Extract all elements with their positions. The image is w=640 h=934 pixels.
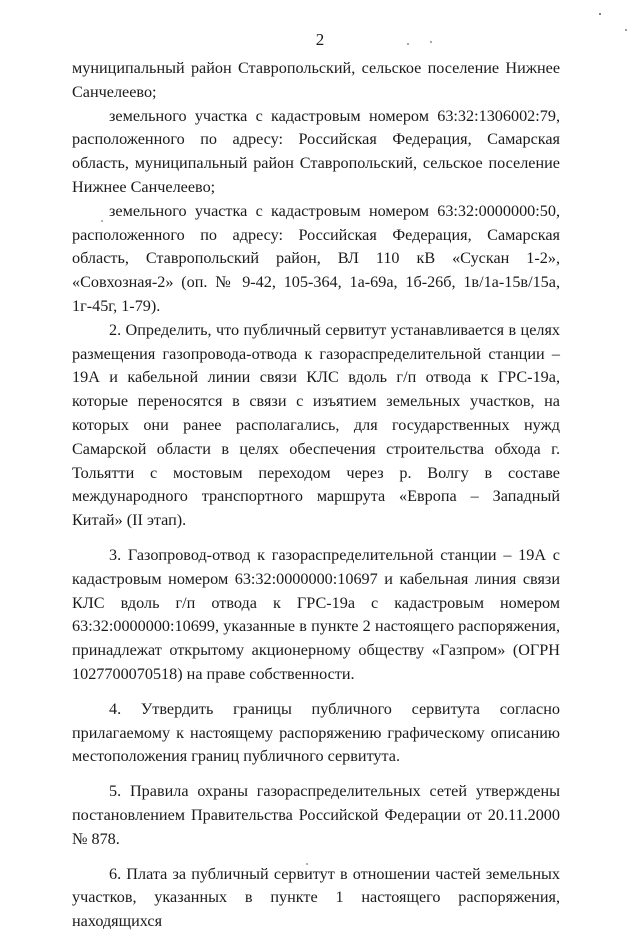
paragraph-land-plot-1306002-79: земельного участка с кадастровым номером 63:32:1306002:79, расположенного по адресу: Российская Федерация, Самарская область, муниципальный район Ставропольский, сельское поселение Нижнее Санчелеево; bbox=[72, 106, 560, 196]
page-number: 2 bbox=[315, 30, 325, 49]
paragraph-item-6: 6. Плата за публичный сервитут в отношении частей земельных участков, указанных в пункте 1 настоящего распоряжения, находящихся bbox=[72, 864, 560, 931]
paragraph-item-3: 3. Газопровод-отвод к газораспределительной станции – 19А с кадастровым номером 63:32:0000000:10697 и кабельная линия связи КЛС вдоль г/п отвода к ГРС-19а с кадастровым номером 63:32:0000000:10699, указанные в пункте 2 настоящего распоряжения, принадлежат открытому акционерному обществу «Газпром» (ОГРН 1027700070518) на праве собственности. bbox=[72, 545, 560, 683]
paragraph-continuation: муниципальный район Ставропольский, сельское поселение Нижнее Санчелеево; bbox=[72, 59, 560, 101]
document-body bbox=[72, 57, 560, 934]
paragraph-land-plot-0000000-50: земельного участка с кадастровым номером 63:32:0000000:50, расположенного по адресу: Российская Федерация, Самарская область, Ставропольский район, ВЛ 110 кВ «Сускан 1-2», «Совхозная-2» (оп. № 9-42, 105-364, 1а-69а, 1б-26б, 1в/1а-15в/15а, 1г-45г, 1-79). bbox=[72, 201, 560, 315]
paragraph-item-2: 2. Определить, что публичный сервитут устанавливается в целях размещения газопровода-отвода к газораспределительной станции – 19А и кабельной линии связи КЛС вдоль г/п отвода к ГРС-19а, которые переносятся в связи с изъятием земельных участков, на которых они ранее располагались, для государственных нужд Самарской области в целях обеспечения строительства обхода г. Тольятти с мостовым переходом через р. Волгу в составе международного транспортного маршрута «Европа – Западный Китай» (II этап). bbox=[72, 320, 560, 530]
paragraph-item-5: 5. Правила охраны газораспределительных сетей утверждены постановлением Правительства Российской Федерации от 20.11.2000 № 878. bbox=[72, 782, 560, 848]
paragraph-item-4: 4. Утвердить границы публичного сервитута согласно прилагаемому к настоящему распоряжению графическому описанию местоположения границ публичного сервитута. bbox=[72, 699, 560, 766]
